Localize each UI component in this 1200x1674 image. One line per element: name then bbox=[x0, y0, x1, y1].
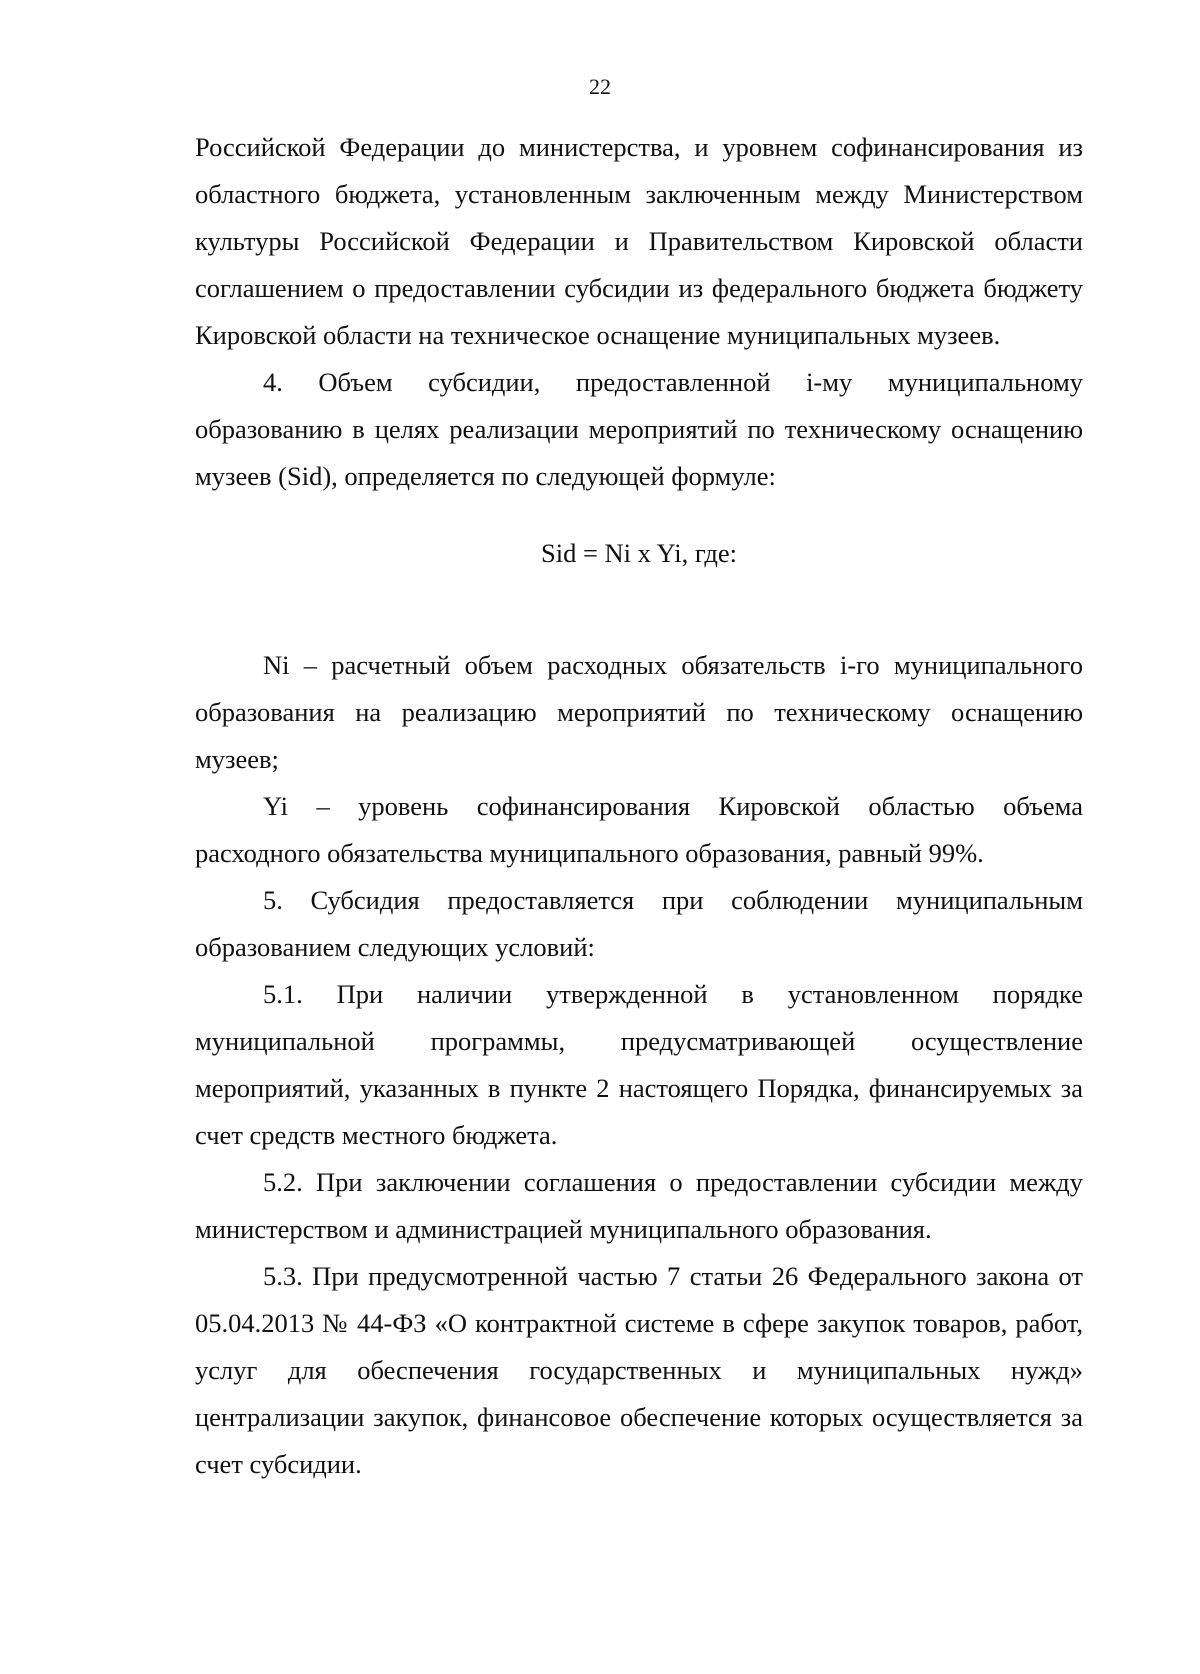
paragraph-5-1: 5.1. При наличии утвержденной в установленном порядке муниципальной программы, предусматривающей осуществление мероприятий, указанных в пункте 2 настоящего Порядка, финансируемых за счет средств местного бюджета. bbox=[195, 979, 1083, 1150]
definition-yi: Yi – уровень софинансирования Кировской областью объема расходного обязательства муниципального образования, равный 99%. bbox=[195, 791, 1083, 868]
paragraph-5: 5. Субсидия предоставляется при соблюдении муниципальным образованием следующих условий: bbox=[195, 885, 1083, 962]
definition-ni: Ni – расчетный объем расходных обязательств i-го муниципального образования на реализацию мероприятий по техническому оснащению музеев; bbox=[195, 650, 1083, 774]
paragraph-continuation: Российской Федерации до министерства, и уровнем софинансирования из областного бюджета, установленным заключенным между Министерством культуры Российской Федерации и Правительством Кировской области соглашением о предоставлении субсидии из федерального бюджета бюджету Кировской области на техническое оснащение муниципальных музеев. bbox=[195, 132, 1083, 350]
paragraph-5-2: 5.2. При заключении соглашения о предоставлении субсидии между министерством и администрацией муниципального образования. bbox=[195, 1167, 1083, 1244]
page-number: 22 bbox=[589, 74, 611, 99]
paragraph-4: 4. Объем субсидии, предоставленной i-му муниципальному образованию в целях реализации мероприятий по техническому оснащению музеев (Sid), определяется по следующей формуле: bbox=[195, 367, 1083, 491]
formula: Sid = Ni x Yi, где: bbox=[540, 538, 737, 568]
document-body bbox=[195, 124, 1083, 1488]
paragraph-5-3: 5.3. При предусмотренной частью 7 статьи 26 Федерального закона от 05.04.2013 № 44-ФЗ «О контрактной системе в сфере закупок товаров, работ, услуг для обеспечения государственных и муниципальных нужд» централизации закупок, финансовое обеспечение которых осуществляется за счет субсидии. bbox=[195, 1261, 1083, 1479]
